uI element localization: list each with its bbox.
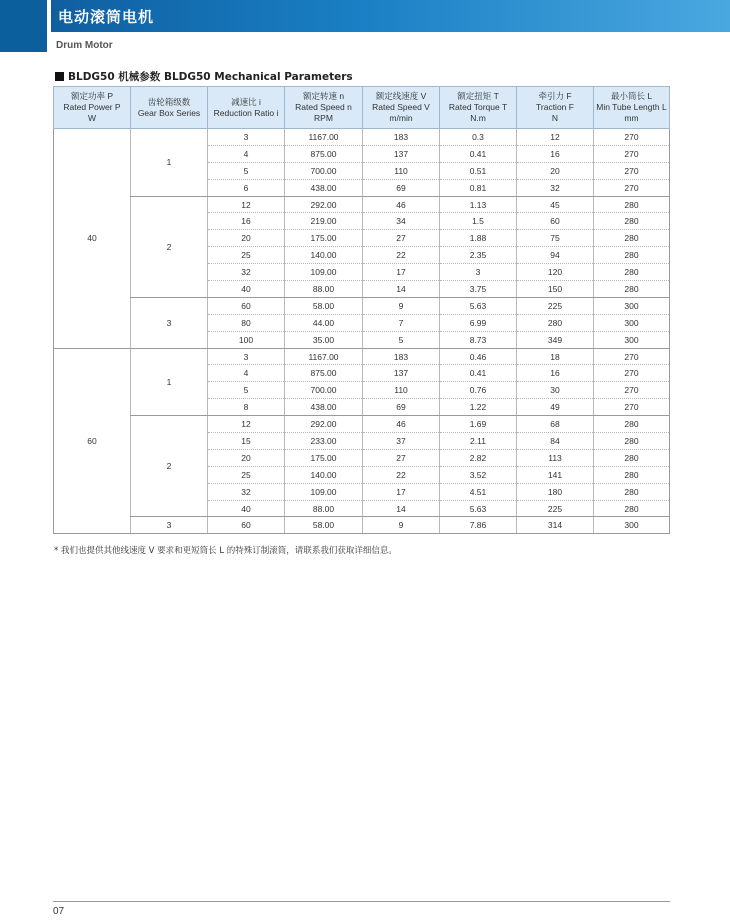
column-header-line: 额定功率 P (70, 91, 114, 101)
value-cell: 280 (594, 433, 670, 450)
value-cell: 14 (363, 281, 440, 298)
value-cell: 18 (517, 348, 594, 365)
value-cell: 32 (208, 483, 285, 500)
value-cell: 183 (363, 129, 440, 146)
value-cell: 270 (594, 348, 670, 365)
value-cell: 109.00 (285, 264, 363, 281)
mechanical-parameters-table (53, 86, 670, 534)
gearbox-series-cell: 2 (131, 196, 208, 297)
value-cell: 280 (594, 466, 670, 483)
value-cell: 280 (594, 281, 670, 298)
value-cell: 34 (363, 213, 440, 230)
value-cell: 94 (517, 247, 594, 264)
value-cell: 22 (363, 466, 440, 483)
value-cell: 25 (208, 247, 285, 264)
value-cell: 12 (208, 416, 285, 433)
value-cell: 58.00 (285, 297, 363, 314)
value-cell: 84 (517, 433, 594, 450)
value-cell: 46 (363, 416, 440, 433)
value-cell: 0.51 (440, 162, 517, 179)
value-cell: 270 (594, 365, 670, 382)
value-cell: 270 (594, 145, 670, 162)
value-cell: 5 (208, 162, 285, 179)
value-cell: 75 (517, 230, 594, 247)
value-cell: 270 (594, 382, 670, 399)
power-cell: 60 (54, 348, 131, 534)
value-cell: 0.41 (440, 365, 517, 382)
value-cell: 292.00 (285, 416, 363, 433)
gearbox-series-cell: 3 (131, 297, 208, 348)
value-cell: 300 (594, 517, 670, 534)
value-cell: 270 (594, 399, 670, 416)
value-cell: 1.22 (440, 399, 517, 416)
value-cell: 60 (208, 297, 285, 314)
column-header-line: mm (624, 113, 639, 123)
value-cell: 280 (594, 449, 670, 466)
value-cell: 68 (517, 416, 594, 433)
gearbox-series-cell: 2 (131, 416, 208, 517)
footer-divider (53, 901, 670, 902)
value-cell: 17 (363, 483, 440, 500)
value-cell: 137 (363, 145, 440, 162)
value-cell: 1.13 (440, 196, 517, 213)
value-cell: 45 (517, 196, 594, 213)
value-cell: 700.00 (285, 162, 363, 179)
value-cell: 37 (363, 433, 440, 450)
value-cell: 700.00 (285, 382, 363, 399)
value-cell: 219.00 (285, 213, 363, 230)
value-cell: 16 (208, 213, 285, 230)
header-accent-block (0, 0, 47, 52)
value-cell: 8 (208, 399, 285, 416)
value-cell: 280 (594, 483, 670, 500)
value-cell: 12 (517, 129, 594, 146)
value-cell: 280 (594, 196, 670, 213)
section-title-text: BLDG50 机械参数 BLDG50 Mechanical Parameters (68, 71, 353, 83)
value-cell: 280 (594, 264, 670, 281)
value-cell: 20 (208, 449, 285, 466)
value-cell: 44.00 (285, 314, 363, 331)
value-cell: 8.73 (440, 331, 517, 348)
value-cell: 175.00 (285, 230, 363, 247)
value-cell: 27 (363, 449, 440, 466)
value-cell: 3.52 (440, 466, 517, 483)
value-cell: 0.3 (440, 129, 517, 146)
column-header-line: 额定转速 n (302, 91, 345, 101)
square-bullet-icon (55, 72, 64, 81)
value-cell: 0.81 (440, 179, 517, 196)
value-cell: 0.41 (440, 145, 517, 162)
value-cell: 875.00 (285, 365, 363, 382)
value-cell: 2.35 (440, 247, 517, 264)
value-cell: 27 (363, 230, 440, 247)
value-cell: 7.86 (440, 517, 517, 534)
table-header-row (54, 87, 670, 129)
column-header (594, 87, 670, 129)
column-header (208, 87, 285, 129)
value-cell: 20 (517, 162, 594, 179)
value-cell: 280 (594, 500, 670, 517)
value-cell: 300 (594, 297, 670, 314)
value-cell: 141 (517, 466, 594, 483)
column-header-line: 牵引力 F (538, 91, 572, 101)
value-cell: 875.00 (285, 145, 363, 162)
value-cell: 270 (594, 162, 670, 179)
value-cell: 5.63 (440, 500, 517, 517)
value-cell: 1167.00 (285, 348, 363, 365)
value-cell: 2.11 (440, 433, 517, 450)
column-header-line: Rated Power P (63, 102, 121, 112)
value-cell: 4 (208, 145, 285, 162)
value-cell: 140.00 (285, 247, 363, 264)
table-row (54, 196, 670, 213)
value-cell: 1167.00 (285, 129, 363, 146)
value-cell: 40 (208, 500, 285, 517)
value-cell: 12 (208, 196, 285, 213)
table-row (54, 129, 670, 146)
value-cell: 25 (208, 466, 285, 483)
value-cell: 110 (363, 382, 440, 399)
value-cell: 16 (517, 145, 594, 162)
value-cell: 80 (208, 314, 285, 331)
value-cell: 438.00 (285, 399, 363, 416)
value-cell: 40 (208, 281, 285, 298)
value-cell: 100 (208, 331, 285, 348)
value-cell: 1.5 (440, 213, 517, 230)
value-cell: 4 (208, 365, 285, 382)
footnote: * 我们也提供其他线速度 V 要求和更短筒长 L 的特殊订制滚筒，请联系我们获取详细信息。 (54, 546, 397, 556)
column-header-line: Rated Speed n (295, 102, 352, 112)
column-header (517, 87, 594, 129)
value-cell: 4.51 (440, 483, 517, 500)
value-cell: 280 (517, 314, 594, 331)
page-number: 07 (53, 906, 65, 917)
value-cell: 17 (363, 264, 440, 281)
column-header (131, 87, 208, 129)
value-cell: 0.76 (440, 382, 517, 399)
value-cell: 120 (517, 264, 594, 281)
value-cell: 270 (594, 179, 670, 196)
column-header-line: m/min (389, 113, 413, 123)
page-subtitle: Drum Motor (56, 40, 113, 51)
value-cell: 137 (363, 365, 440, 382)
value-cell: 22 (363, 247, 440, 264)
column-header-line: N (551, 113, 559, 123)
column-header-line: Gear Box Series (137, 107, 201, 118)
value-cell: 5 (363, 331, 440, 348)
value-cell: 109.00 (285, 483, 363, 500)
value-cell: 3 (208, 348, 285, 365)
section-title (55, 69, 353, 84)
value-cell: 438.00 (285, 179, 363, 196)
value-cell: 180 (517, 483, 594, 500)
power-cell: 40 (54, 129, 131, 349)
value-cell: 113 (517, 449, 594, 466)
value-cell: 280 (594, 247, 670, 264)
value-cell: 300 (594, 314, 670, 331)
table-row (54, 348, 670, 365)
gearbox-series-cell: 1 (131, 129, 208, 197)
value-cell: 6 (208, 179, 285, 196)
column-header (363, 87, 440, 129)
value-cell: 7 (363, 314, 440, 331)
value-cell: 58.00 (285, 517, 363, 534)
value-cell: 32 (208, 264, 285, 281)
column-header-line: 额定线速度 V (375, 91, 427, 101)
value-cell: 140.00 (285, 466, 363, 483)
value-cell: 3.75 (440, 281, 517, 298)
value-cell: 349 (517, 331, 594, 348)
value-cell: 88.00 (285, 281, 363, 298)
column-header-line: N.m (470, 113, 486, 123)
value-cell: 88.00 (285, 500, 363, 517)
value-cell: 3 (208, 129, 285, 146)
table-row (54, 297, 670, 314)
value-cell: 20 (208, 230, 285, 247)
value-cell: 110 (363, 162, 440, 179)
value-cell: 30 (517, 382, 594, 399)
value-cell: 9 (363, 297, 440, 314)
value-cell: 1.88 (440, 230, 517, 247)
value-cell: 175.00 (285, 449, 363, 466)
value-cell: 270 (594, 129, 670, 146)
value-cell: 280 (594, 416, 670, 433)
gearbox-series-cell: 1 (131, 348, 208, 416)
value-cell: 14 (363, 500, 440, 517)
value-cell: 292.00 (285, 196, 363, 213)
value-cell: 1.69 (440, 416, 517, 433)
value-cell: 5 (208, 382, 285, 399)
column-header-line: Rated Speed V (372, 102, 430, 112)
value-cell: 0.46 (440, 348, 517, 365)
value-cell: 233.00 (285, 433, 363, 450)
value-cell: 3 (440, 264, 517, 281)
value-cell: 46 (363, 196, 440, 213)
table-row (54, 416, 670, 433)
value-cell: 49 (517, 399, 594, 416)
value-cell: 60 (517, 213, 594, 230)
column-header-line: Traction F (536, 102, 574, 112)
value-cell: 60 (208, 517, 285, 534)
value-cell: 300 (594, 331, 670, 348)
column-header-line: Min Tube Length L (596, 102, 667, 112)
value-cell: 2.82 (440, 449, 517, 466)
value-cell: 69 (363, 179, 440, 196)
value-cell: 150 (517, 281, 594, 298)
gearbox-series-cell: 3 (131, 517, 208, 534)
value-cell: 314 (517, 517, 594, 534)
value-cell: 16 (517, 365, 594, 382)
column-header (54, 87, 131, 129)
value-cell: 183 (363, 348, 440, 365)
value-cell: 225 (517, 297, 594, 314)
page-title: 电动滚筒电机 (58, 8, 155, 26)
value-cell: 32 (517, 179, 594, 196)
column-header-line: W (87, 113, 97, 123)
column-header-line: 减速比 i (231, 96, 261, 107)
column-header (285, 87, 363, 129)
table-body (54, 129, 670, 534)
value-cell: 5.63 (440, 297, 517, 314)
table-row (54, 517, 670, 534)
value-cell: 6.99 (440, 314, 517, 331)
column-header-line: 额定扭矩 T (457, 91, 499, 101)
value-cell: 280 (594, 230, 670, 247)
value-cell: 35.00 (285, 331, 363, 348)
value-cell: 225 (517, 500, 594, 517)
column-header-line: RPM (314, 113, 333, 123)
value-cell: 280 (594, 213, 670, 230)
column-header-line: Rated Torque T (448, 102, 508, 112)
column-header-line: 最小筒长 L (610, 91, 653, 101)
column-header-line: 齿轮箱级数 (147, 96, 191, 107)
value-cell: 9 (363, 517, 440, 534)
column-header (440, 87, 517, 129)
value-cell: 15 (208, 433, 285, 450)
column-header-line: Reduction Ratio i (213, 107, 279, 118)
value-cell: 69 (363, 399, 440, 416)
